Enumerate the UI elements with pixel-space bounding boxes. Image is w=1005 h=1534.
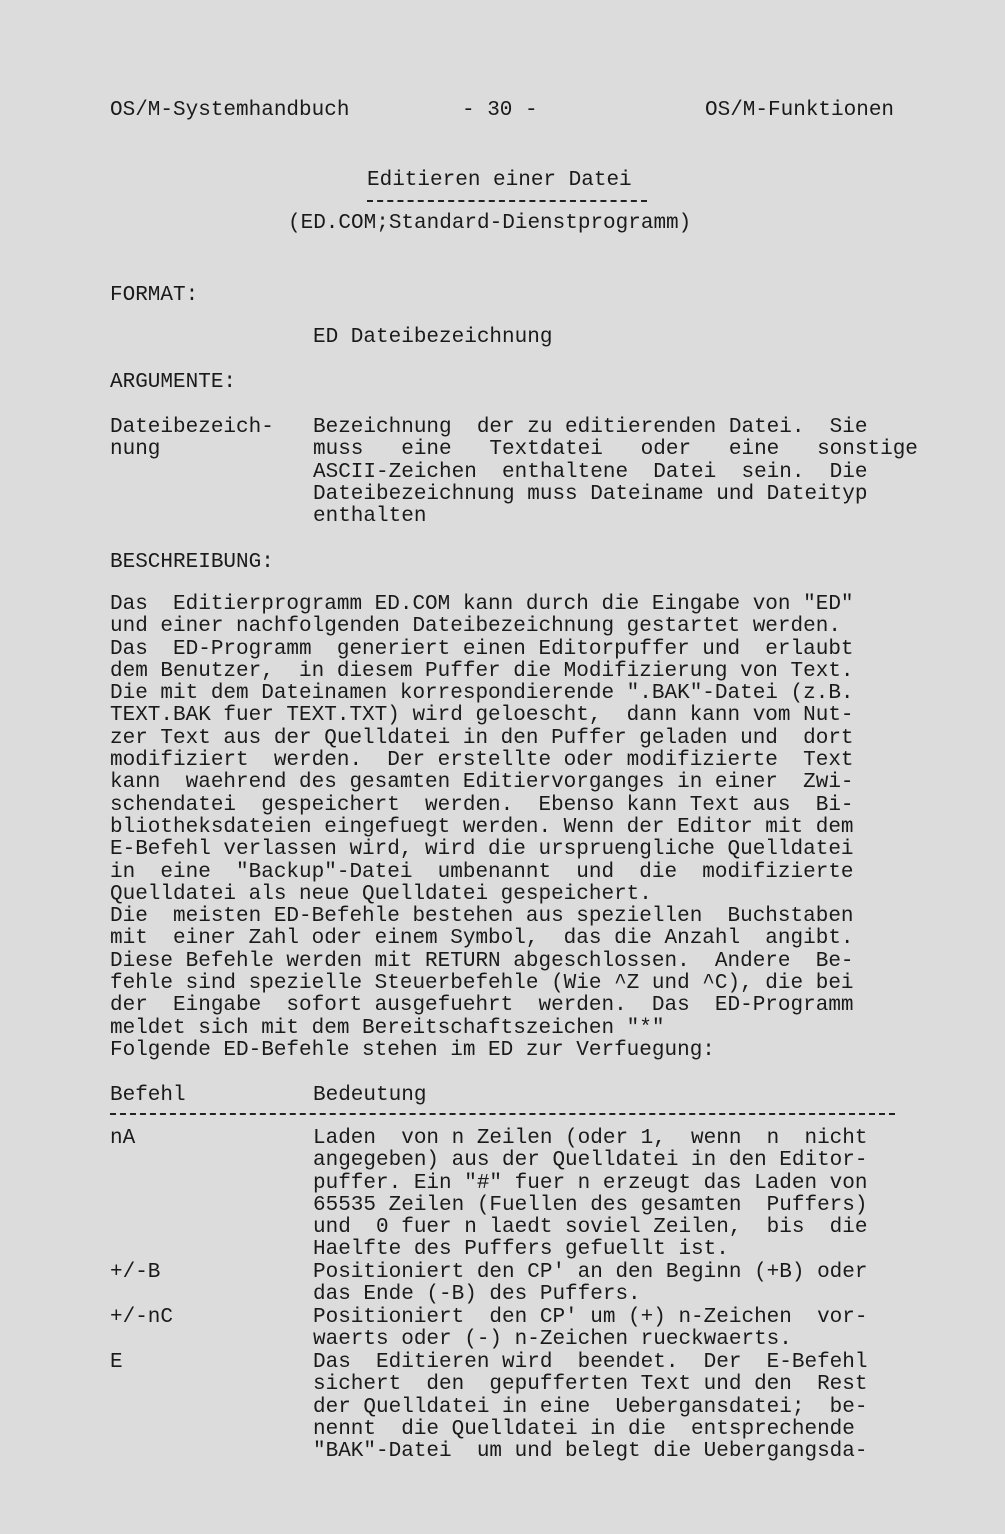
- body-line: TEXT.BAK fuer TEXT.TXT) wird geloescht, dann kann vom Nut-: [110, 704, 854, 728]
- command-desc-line: "BAK"-Datei um und belegt die Uebergangsda-: [313, 1440, 868, 1464]
- argument-desc-line: enthalten: [313, 505, 427, 529]
- body-line: zer Text aus der Quelldatei in den Puffer geladen und dort: [110, 726, 854, 750]
- body-line: Diese Befehle werden mit RETURN abgeschlossen. Andere Be-: [110, 949, 854, 973]
- command-description: [313, 1352, 868, 1463]
- beschreibung-body: [110, 594, 854, 1062]
- command-desc-line: Laden von n Zeilen (oder 1, wenn n nicht: [313, 1127, 868, 1150]
- format-value: ED Dateibezeichnung: [313, 326, 553, 349]
- body-line: und einer nachfolgenden Dateibezeichnung gestartet werden.: [110, 615, 841, 639]
- argument-desc-line: ASCII-Zeichen enthaltene Datei sein. Die: [313, 460, 868, 484]
- argument-term: [110, 417, 274, 462]
- command-name: E: [110, 1351, 123, 1374]
- command-description: [313, 1128, 868, 1262]
- command-desc-line: und 0 fuer n laedt soviel Zeilen, bis die: [313, 1216, 868, 1240]
- argumente-label: ARGUMENTE:: [110, 371, 237, 394]
- command-desc-line: waerts oder (-) n-Zeichen rueckwaerts.: [313, 1328, 792, 1352]
- body-line: Quelldatei als neue Quelldatei gespeichert.: [110, 882, 652, 906]
- body-line: modifiziert werden. Der erstellte oder modifizierte Text: [110, 749, 854, 773]
- body-line: E-Befehl verlassen wird, wird die urspruengliche Quelldatei: [110, 838, 854, 862]
- command-desc-line: Das Editieren wird beendet. Der E-Befehl: [313, 1351, 868, 1374]
- body-line: Die meisten ED-Befehle bestehen aus speziellen Buchstaben: [110, 905, 854, 929]
- argument-term-line: nung: [110, 438, 161, 462]
- body-line: Das ED-Programm generiert einen Editorpuffer und erlaubt: [110, 637, 854, 661]
- command-description: [313, 1262, 868, 1307]
- format-label: FORMAT:: [110, 284, 199, 307]
- command-desc-line: angegeben) aus der Quelldatei in den Editor-: [313, 1149, 868, 1173]
- argument-desc-line: Dateibezeichnung muss Dateiname und Dateityp: [313, 482, 868, 506]
- command-description: [313, 1307, 868, 1352]
- command-desc-line: 65535 Zeilen (Fuellen des gesamten Puffers): [313, 1193, 868, 1217]
- body-line: in eine "Backup"-Datei umbenannt und die modifizierte: [110, 860, 854, 884]
- command-desc-line: nennt die Quelldatei in die entsprechende: [313, 1417, 855, 1441]
- argument-description: [313, 417, 918, 528]
- command-desc-line: Haelfte des Puffers gefuellt ist.: [313, 1238, 729, 1262]
- command-name: nA: [110, 1127, 136, 1150]
- argument-desc-line: Bezeichnung der zu editierenden Datei. Sie: [313, 416, 868, 439]
- body-line: bliotheksdateien eingefuegt werden. Wenn der Editor mit dem: [110, 815, 854, 839]
- header-right: OS/M-Funktionen: [705, 99, 895, 122]
- command-desc-line: Positioniert den CP' an den Beginn (+B) oder: [313, 1261, 868, 1284]
- command-desc-line: puffer. Ein "#" fuer n erzeugt das Laden von: [313, 1171, 868, 1195]
- body-line: mit einer Zahl oder einem Symbol, das die Anzahl angibt.: [110, 927, 854, 951]
- body-line: Das Editierprogramm ED.COM kann durch die Eingabe von "ED": [110, 593, 854, 616]
- table-header-befehl: Befehl: [110, 1084, 186, 1107]
- command-desc-line: der Quelldatei in eine Uebergansdatei; be-: [313, 1395, 868, 1419]
- body-line: dem Benutzer, in diesem Puffer die Modifizierung von Text.: [110, 659, 854, 683]
- argument-term-line: Dateibezeich-: [110, 416, 274, 439]
- header-left: OS/M-Systemhandbuch: [110, 99, 350, 122]
- title-underline: [367, 200, 647, 202]
- body-line: kann waehrend des gesamten Editiervorganges in einer Zwi-: [110, 771, 854, 795]
- body-line: meldet sich mit dem Bereitschaftszeichen "*": [110, 1016, 665, 1040]
- command-desc-line: das Ende (-B) des Puffers.: [313, 1283, 641, 1307]
- table-header-bedeutung: Bedeutung: [313, 1084, 427, 1107]
- body-line: der Eingabe sofort ausgefuehrt werden. Das ED-Programm: [110, 994, 854, 1018]
- command-name: +/-B: [110, 1261, 161, 1284]
- argument-desc-line: muss eine Textdatei oder eine sonstige: [313, 438, 918, 462]
- command-name: +/-nC: [110, 1306, 174, 1329]
- page-subtitle: (ED.COM;Standard-Dienstprogramm): [288, 212, 692, 235]
- command-desc-line: sichert den gepufferten Text und den Rest: [313, 1373, 868, 1397]
- body-line: Folgende ED-Befehle stehen im ED zur Verfuegung:: [110, 1038, 715, 1062]
- body-line: Die mit dem Dateinamen korrespondierende ".BAK"-Datei (z.B.: [110, 682, 854, 706]
- body-line: schendatei gespeichert werden. Ebenso kann Text aus Bi-: [110, 793, 854, 817]
- command-desc-line: Positioniert den CP' um (+) n-Zeichen vor-: [313, 1306, 868, 1329]
- page-title: Editieren einer Datei: [367, 169, 632, 192]
- body-line: fehle sind spezielle Steuerbefehle (Wie ^Z und ^C), die bei: [110, 972, 854, 996]
- table-header-rule: [110, 1113, 895, 1115]
- page-number: - 30 -: [462, 99, 538, 122]
- beschreibung-label: BESCHREIBUNG:: [110, 551, 274, 574]
